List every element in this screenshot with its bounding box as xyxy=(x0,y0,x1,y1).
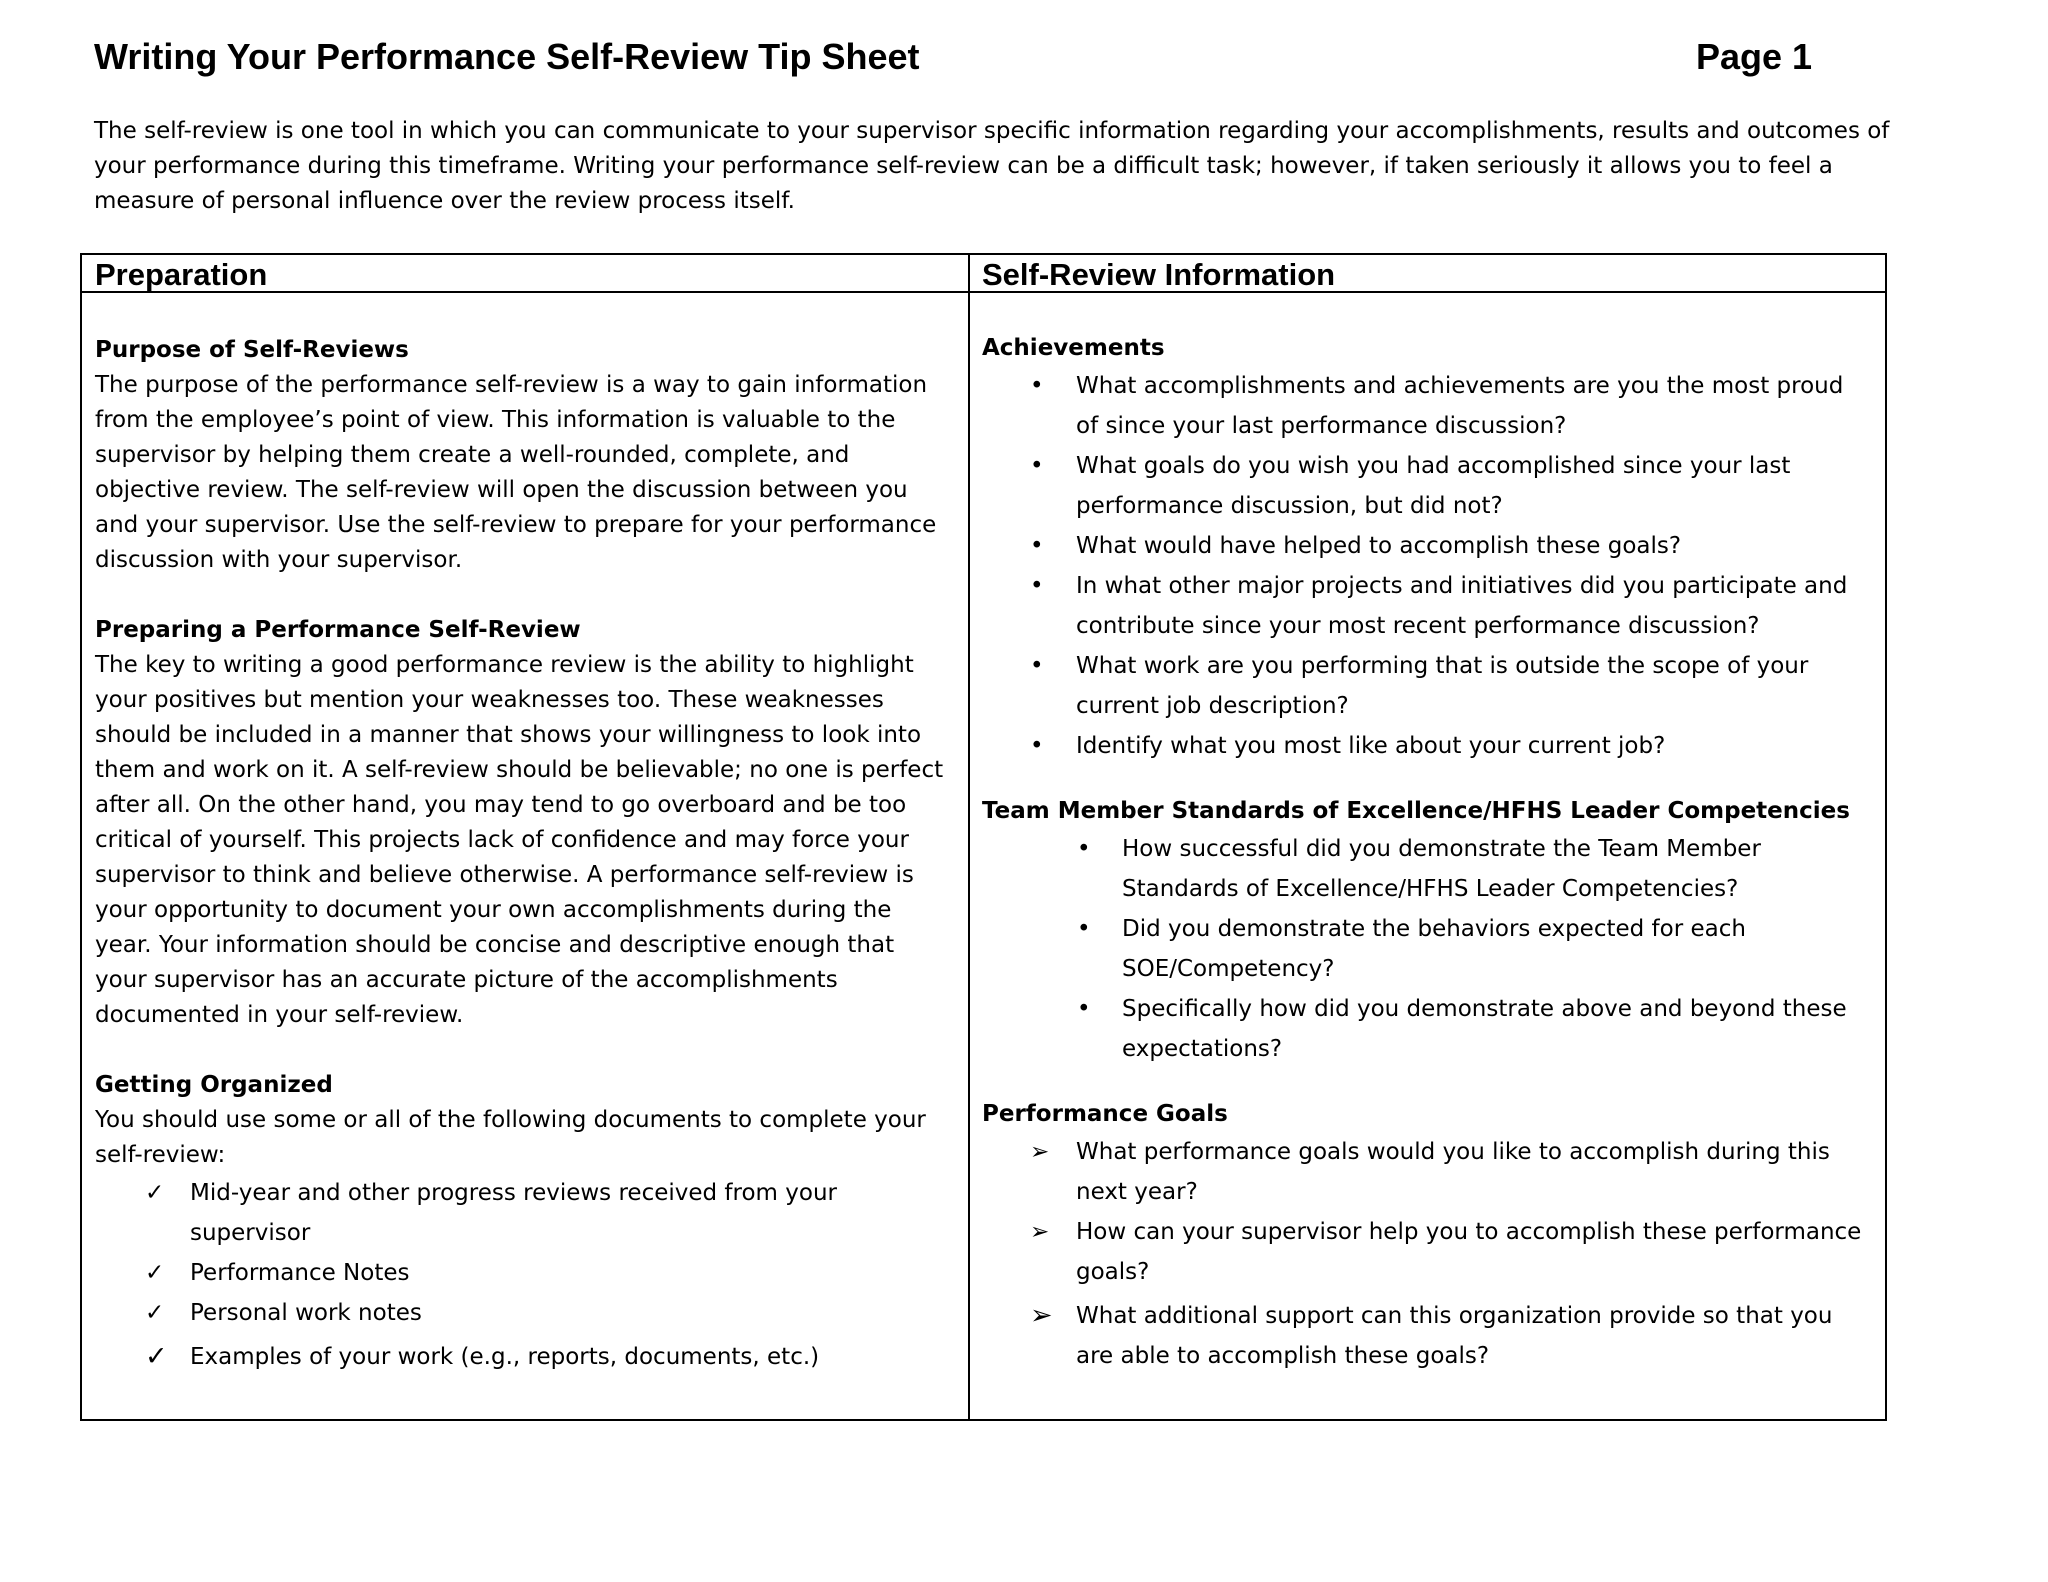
documents-list xyxy=(145,1173,865,1377)
list-item: • How successful did you demonstrate the Team Member Standards of Excellence/HFHS Leader Competencies? xyxy=(1077,829,1862,909)
page-number: Page 1 xyxy=(1696,36,1813,77)
list-item: • What work are you performing that is outside the scope of your current job description? xyxy=(1030,646,1862,726)
organized-title: Getting Organized xyxy=(95,1072,333,1098)
document-title: Writing Your Performance Self-Review Tip Sheet xyxy=(94,36,920,77)
list-item: ➢ How can your supervisor help you to accomplish these performance goals? xyxy=(1030,1212,1862,1292)
bullet-icon: • xyxy=(1077,836,1091,862)
intro-paragraph: The self-review is one tool in which you can communicate to your supervisor specific information regarding your accomplishments, results and outcomes of your performance during this timeframe. Writing your performance self-review can be a difficult task; however, if taken seriously it allows you to feel a measure of personal influence over the review process itself. xyxy=(94,118,1890,214)
list-item: • Did you demonstrate the behaviors expected for each SOE/Competency? xyxy=(1077,909,1862,989)
bullet-icon: • xyxy=(1030,373,1044,399)
list-item: • In what other major projects and initiatives did you participate and contribute since your most recent performance discussion? xyxy=(1030,566,1862,646)
bullet-icon: • xyxy=(1030,533,1044,559)
tip-table xyxy=(80,253,1887,1421)
standards-title: Team Member Standards of Excellence/HFHS Leader Competencies xyxy=(982,798,1850,824)
bullet-icon: • xyxy=(1030,573,1044,599)
goals-title: Performance Goals xyxy=(982,1101,1228,1127)
list-item: • Specifically how did you demonstrate above and beyond these expectations? xyxy=(1077,989,1862,1069)
list-item: • What goals do you wish you had accomplished since your last performance discussion, but did not? xyxy=(1030,446,1862,526)
list-item: ✓ Mid-year and other progress reviews received from your supervisor xyxy=(145,1173,865,1253)
preparation-cell xyxy=(95,293,953,1419)
arrow-icon: ➢ xyxy=(1030,1139,1050,1165)
achievements-list xyxy=(1030,366,1862,766)
check-icon: ✓ xyxy=(145,1260,165,1286)
check-icon: ✓ xyxy=(145,1341,168,1372)
list-item: ✓ Personal work notes xyxy=(145,1293,865,1333)
preparing-text: The key to writing a good performance review is the ability to highlight your positives but mention your weaknesses too. These weaknesses should be included in a manner that shows your willingness to look into them and work on it. A self-review should be believable; no one is perfect after all. On the other hand, you may tend to go overboard and be too critical of yourself. This projects lack of confidence and may force your supervisor to think and believe otherwise. A performance self-review is your opportunity to document your own accomplishments during the year. Your information should be concise and descriptive enough that your supervisor has an accurate picture of the accomplishments documented in your self-review. xyxy=(95,652,944,1028)
list-item: • What accomplishments and achievements are you the most proud of since your last performance discussion? xyxy=(1030,366,1862,446)
column-divider xyxy=(968,255,970,1419)
check-icon: ✓ xyxy=(145,1300,165,1326)
organized-text: You should use some or all of the following documents to complete your self-review: xyxy=(95,1107,926,1168)
list-item: ✓ Examples of your work (e.g., reports, documents, etc.) xyxy=(145,1337,865,1377)
list-item: ➢ What additional support can this organization provide so that you are able to accomplish these goals? xyxy=(1030,1296,1862,1376)
arrow-icon: ➢ xyxy=(1030,1219,1050,1245)
list-item: ➢ What performance goals would you like to accomplish during this next year? xyxy=(1030,1132,1862,1212)
list-item: • What would have helped to accomplish these goals? xyxy=(1030,526,1862,566)
standards-list xyxy=(1077,829,1862,1069)
bullet-icon: • xyxy=(1077,996,1091,1022)
bullet-icon: • xyxy=(1030,653,1044,679)
preparation-header: Preparation xyxy=(95,257,268,292)
arrow-icon: ➢ xyxy=(1030,1300,1053,1331)
bullet-icon: • xyxy=(1030,453,1044,479)
purpose-text: The purpose of the performance self-review is a way to gain information from the employee’s point of view. This information is valuable to the supervisor by helping them create a well-rounded, complete, and objective review. The self-review will open the discussion between you and your supervisor. Use the self-review to prepare for your performance discussion with your supervisor. xyxy=(95,372,937,573)
list-item: ✓ Performance Notes xyxy=(145,1253,865,1293)
bullet-icon: • xyxy=(1030,733,1044,759)
bullet-icon: • xyxy=(1077,916,1091,942)
purpose-title: Purpose of Self-Reviews xyxy=(95,337,409,363)
goals-list xyxy=(1030,1132,1862,1376)
check-icon: ✓ xyxy=(145,1180,165,1206)
self-review-cell xyxy=(982,293,1862,1419)
preparing-title: Preparing a Performance Self-Review xyxy=(95,617,581,643)
list-item: • Identify what you most like about your current job? xyxy=(1030,726,1862,766)
achievements-title: Achievements xyxy=(982,335,1165,361)
self-review-header: Self-Review Information xyxy=(982,257,1336,292)
